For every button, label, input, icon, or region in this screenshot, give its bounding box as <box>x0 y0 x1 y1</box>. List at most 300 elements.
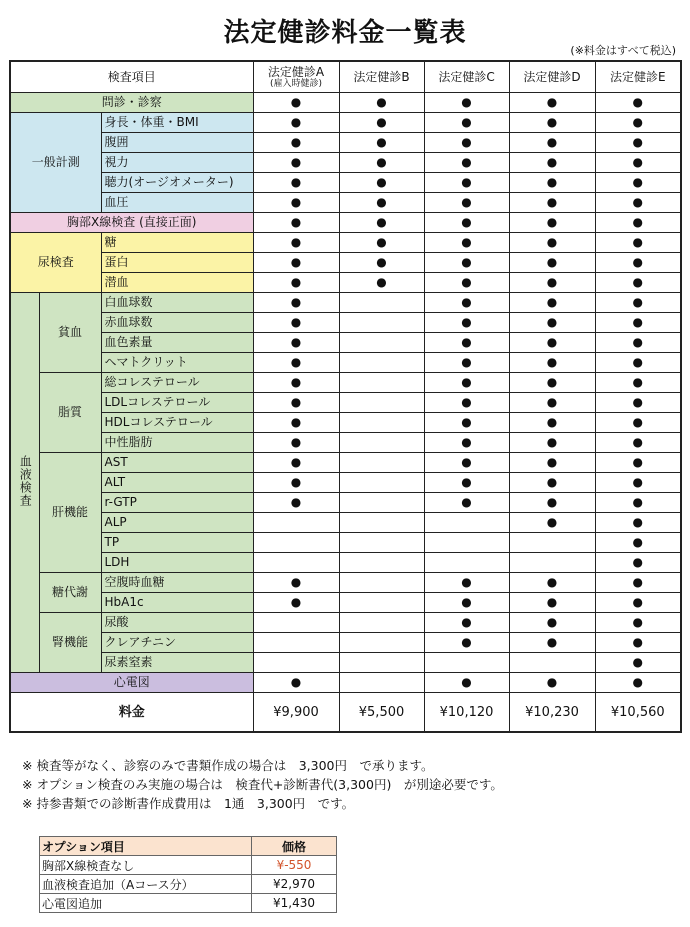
mark-cell <box>595 613 681 633</box>
item-label: r-GTP <box>101 493 253 513</box>
included-mark-icon: ● <box>461 135 472 149</box>
table-row <box>10 113 681 133</box>
included-mark-icon: ● <box>632 415 643 429</box>
item-label: ヘマトクリット <box>101 353 253 373</box>
mark-cell <box>424 373 509 393</box>
note-2: ※ オプション検査のみ実施の場合は 検査代+診断書代(3,300円) が別途必要です。 <box>22 777 503 792</box>
mark-cell <box>509 353 595 373</box>
included-mark-icon: ● <box>290 195 302 209</box>
mark-cell <box>424 93 509 113</box>
included-mark-icon: ● <box>461 355 472 369</box>
group-ecg: 心電図 <box>10 673 253 693</box>
mark-cell <box>253 673 339 693</box>
mark-cell <box>424 153 509 173</box>
header-course-d: 法定健診D <box>509 61 595 93</box>
mark-cell <box>253 513 339 533</box>
table-row <box>10 373 681 393</box>
option-price: ¥2,970 <box>252 875 337 894</box>
included-mark-icon: ● <box>461 575 472 589</box>
mark-cell <box>509 293 595 313</box>
included-mark-icon: ● <box>290 155 302 169</box>
included-mark-icon: ● <box>376 115 387 129</box>
included-mark-icon: ● <box>546 635 558 649</box>
table-row <box>10 473 681 493</box>
mark-cell <box>253 393 339 413</box>
mark-cell <box>424 553 509 573</box>
included-mark-icon: ● <box>461 175 472 189</box>
mark-cell <box>339 413 424 433</box>
mark-cell <box>339 333 424 353</box>
mark-cell <box>424 113 509 133</box>
mark-cell <box>424 473 509 493</box>
mark-cell <box>509 413 595 433</box>
mark-cell <box>339 93 424 113</box>
subgroup-jin: 腎機能 <box>39 613 101 673</box>
included-mark-icon: ● <box>290 255 302 269</box>
included-mark-icon: ● <box>376 195 387 209</box>
item-label: 尿酸 <box>101 613 253 633</box>
included-mark-icon: ● <box>546 215 558 229</box>
mark-cell <box>595 213 681 233</box>
mark-cell <box>253 533 339 553</box>
included-mark-icon: ● <box>290 415 302 429</box>
mark-cell <box>424 513 509 533</box>
mark-cell <box>253 153 339 173</box>
table-row <box>10 633 681 653</box>
included-mark-icon: ● <box>632 635 643 649</box>
mark-cell <box>595 393 681 413</box>
group-nyo: 尿検査 <box>10 233 101 293</box>
table-row <box>10 233 681 253</box>
included-mark-icon: ● <box>632 275 643 289</box>
mark-cell <box>509 433 595 453</box>
mark-cell <box>339 593 424 613</box>
included-mark-icon: ● <box>461 595 472 609</box>
included-mark-icon: ● <box>546 95 558 109</box>
included-mark-icon: ● <box>461 455 472 469</box>
included-mark-icon: ● <box>546 315 558 329</box>
mark-cell <box>339 493 424 513</box>
mark-cell <box>595 173 681 193</box>
mark-cell <box>253 93 339 113</box>
mark-cell <box>509 373 595 393</box>
mark-cell <box>595 353 681 373</box>
mark-cell <box>595 113 681 133</box>
course-a-sub: (雇入時健診) <box>270 78 323 89</box>
item-label: 総コレステロール <box>101 373 253 393</box>
mark-cell <box>339 353 424 373</box>
header-course-c: 法定健診C <box>424 61 509 93</box>
included-mark-icon: ● <box>546 375 558 389</box>
page-title: 法定健診料金一覧表 <box>223 18 467 48</box>
included-mark-icon: ● <box>632 355 643 369</box>
option-table <box>39 836 337 913</box>
included-mark-icon: ● <box>461 335 472 349</box>
included-mark-icon: ● <box>461 415 472 429</box>
item-label: LDLコレステロール <box>101 393 253 413</box>
mark-cell <box>509 573 595 593</box>
included-mark-icon: ● <box>546 335 558 349</box>
included-mark-icon: ● <box>461 255 472 269</box>
mark-cell <box>509 493 595 513</box>
table-row <box>10 393 681 413</box>
included-mark-icon: ● <box>632 455 643 469</box>
mark-cell <box>595 633 681 653</box>
included-mark-icon: ● <box>632 335 643 349</box>
included-mark-icon: ● <box>461 675 472 689</box>
table-row <box>10 173 681 193</box>
included-mark-icon: ● <box>290 95 302 109</box>
table-row <box>10 313 681 333</box>
included-mark-icon: ● <box>376 275 387 289</box>
mark-cell <box>424 213 509 233</box>
mark-cell <box>253 553 339 573</box>
mark-cell <box>253 133 339 153</box>
included-mark-icon: ● <box>376 175 387 189</box>
mark-cell <box>339 233 424 253</box>
included-mark-icon: ● <box>290 495 302 509</box>
option-item: 胸部X線検査なし <box>40 856 252 875</box>
table-row <box>10 513 681 533</box>
subgroup-tou: 糖代謝 <box>39 573 101 613</box>
included-mark-icon: ● <box>290 275 302 289</box>
included-mark-icon: ● <box>461 635 472 649</box>
header-course-e: 法定健診E <box>595 61 681 93</box>
included-mark-icon: ● <box>546 395 558 409</box>
price-row <box>10 693 681 733</box>
item-label: 中性脂肪 <box>101 433 253 453</box>
mark-cell <box>339 113 424 133</box>
item-label: HDLコレステロール <box>101 413 253 433</box>
item-label: 血色素量 <box>101 333 253 353</box>
subgroup-kan: 肝機能 <box>39 453 101 573</box>
included-mark-icon: ● <box>290 115 302 129</box>
included-mark-icon: ● <box>376 155 387 169</box>
item-label: AST <box>101 453 253 473</box>
mark-cell <box>509 633 595 653</box>
mark-cell <box>424 193 509 213</box>
mark-cell <box>339 133 424 153</box>
included-mark-icon: ● <box>376 215 387 229</box>
included-mark-icon: ● <box>632 515 643 529</box>
option-price: ¥-550 <box>252 856 337 875</box>
option-header-price: 価格 <box>252 837 337 856</box>
mark-cell <box>424 133 509 153</box>
mark-cell <box>509 133 595 153</box>
table-row <box>10 613 681 633</box>
course-a-name: 法定健診A <box>267 64 325 79</box>
mark-cell <box>339 373 424 393</box>
table-row <box>10 493 681 513</box>
header-item: 検査項目 <box>10 61 253 93</box>
mark-cell <box>595 653 681 673</box>
mark-cell <box>253 413 339 433</box>
included-mark-icon: ● <box>546 115 558 129</box>
included-mark-icon: ● <box>376 135 387 149</box>
mark-cell <box>424 313 509 333</box>
included-mark-icon: ● <box>632 575 643 589</box>
table-row <box>10 293 681 313</box>
included-mark-icon: ● <box>290 175 302 189</box>
included-mark-icon: ● <box>461 435 472 449</box>
included-mark-icon: ● <box>546 355 558 369</box>
included-mark-icon: ● <box>290 215 302 229</box>
mark-cell <box>509 233 595 253</box>
mark-cell <box>424 173 509 193</box>
included-mark-icon: ● <box>461 495 472 509</box>
table-row <box>10 533 681 553</box>
included-mark-icon: ● <box>632 195 643 209</box>
item-label: 腹囲 <box>101 133 253 153</box>
mark-cell <box>424 573 509 593</box>
included-mark-icon: ● <box>546 435 558 449</box>
mark-cell <box>595 513 681 533</box>
item-label: 身長・体重・BMI <box>101 113 253 133</box>
mark-cell <box>595 313 681 333</box>
included-mark-icon: ● <box>546 515 558 529</box>
included-mark-icon: ● <box>461 615 472 629</box>
item-label: LDH <box>101 553 253 573</box>
mark-cell <box>509 393 595 413</box>
mark-cell <box>595 493 681 513</box>
included-mark-icon: ● <box>461 95 472 109</box>
mark-cell <box>595 433 681 453</box>
mark-cell <box>253 253 339 273</box>
mark-cell <box>595 133 681 153</box>
mark-cell <box>253 433 339 453</box>
mark-cell <box>253 373 339 393</box>
included-mark-icon: ● <box>290 675 302 689</box>
fee-table <box>9 60 682 733</box>
included-mark-icon: ● <box>546 295 558 309</box>
included-mark-icon: ● <box>632 375 643 389</box>
included-mark-icon: ● <box>632 135 643 149</box>
mark-cell <box>339 193 424 213</box>
mark-cell <box>509 173 595 193</box>
table-row <box>10 193 681 213</box>
item-label: クレアチニン <box>101 633 253 653</box>
included-mark-icon: ● <box>546 615 558 629</box>
mark-cell <box>339 573 424 593</box>
included-mark-icon: ● <box>461 475 472 489</box>
mark-cell <box>339 653 424 673</box>
mark-cell <box>595 253 681 273</box>
mark-cell <box>339 533 424 553</box>
included-mark-icon: ● <box>632 315 643 329</box>
mark-cell <box>509 653 595 673</box>
included-mark-icon: ● <box>546 275 558 289</box>
mark-cell <box>509 113 595 133</box>
mark-cell <box>253 453 339 473</box>
mark-cell <box>339 393 424 413</box>
included-mark-icon: ● <box>290 335 302 349</box>
included-mark-icon: ● <box>632 175 643 189</box>
mark-cell <box>509 153 595 173</box>
mark-cell <box>339 213 424 233</box>
table-row <box>10 353 681 373</box>
included-mark-icon: ● <box>290 575 302 589</box>
table-row <box>10 673 681 693</box>
price-label: 料金 <box>10 693 253 733</box>
option-item: 血液検査追加（Aコース分） <box>40 875 252 894</box>
mark-cell <box>595 273 681 293</box>
mark-cell <box>253 213 339 233</box>
mark-cell <box>253 493 339 513</box>
table-row <box>10 453 681 473</box>
group-monshin: 問診・診察 <box>10 93 253 113</box>
included-mark-icon: ● <box>632 95 643 109</box>
mark-cell <box>339 613 424 633</box>
included-mark-icon: ● <box>290 355 302 369</box>
included-mark-icon: ● <box>376 95 387 109</box>
included-mark-icon: ● <box>290 595 302 609</box>
included-mark-icon: ● <box>632 255 643 269</box>
table-header-row <box>10 61 681 93</box>
price-d: ¥10,230 <box>509 693 595 733</box>
mark-cell <box>509 473 595 493</box>
mark-cell <box>595 233 681 253</box>
mark-cell <box>509 193 595 213</box>
included-mark-icon: ● <box>290 435 302 449</box>
mark-cell <box>253 313 339 333</box>
mark-cell <box>253 653 339 673</box>
item-label: 白血球数 <box>101 293 253 313</box>
mark-cell <box>595 193 681 213</box>
included-mark-icon: ● <box>461 375 472 389</box>
item-label: 蛋白 <box>101 253 253 273</box>
group-ippan: 一般計測 <box>10 113 101 213</box>
mark-cell <box>253 193 339 213</box>
included-mark-icon: ● <box>290 455 302 469</box>
mark-cell <box>253 273 339 293</box>
price-b: ¥5,500 <box>339 693 424 733</box>
item-label: 血圧 <box>101 193 253 213</box>
mark-cell <box>339 273 424 293</box>
mark-cell <box>595 673 681 693</box>
mark-cell <box>253 613 339 633</box>
mark-cell <box>595 153 681 173</box>
included-mark-icon: ● <box>290 475 302 489</box>
included-mark-icon: ● <box>290 135 302 149</box>
mark-cell <box>595 553 681 573</box>
item-label: TP <box>101 533 253 553</box>
included-mark-icon: ● <box>632 615 643 629</box>
mark-cell <box>595 473 681 493</box>
mark-cell <box>253 633 339 653</box>
table-row <box>10 413 681 433</box>
included-mark-icon: ● <box>461 315 472 329</box>
included-mark-icon: ● <box>546 675 558 689</box>
item-label: HbA1c <box>101 593 253 613</box>
mark-cell <box>339 553 424 573</box>
mark-cell <box>595 573 681 593</box>
included-mark-icon: ● <box>546 175 558 189</box>
table-row <box>10 573 681 593</box>
table-row <box>10 213 681 233</box>
mark-cell <box>424 533 509 553</box>
mark-cell <box>595 93 681 113</box>
included-mark-icon: ● <box>632 535 643 549</box>
included-mark-icon: ● <box>290 395 302 409</box>
mark-cell <box>509 553 595 573</box>
mark-cell <box>595 373 681 393</box>
item-label: 潜血 <box>101 273 253 293</box>
mark-cell <box>339 513 424 533</box>
option-header-row <box>40 837 337 856</box>
mark-cell <box>509 613 595 633</box>
mark-cell <box>339 433 424 453</box>
tax-note: (※料金はすべて税込) <box>570 44 676 57</box>
mark-cell <box>509 273 595 293</box>
included-mark-icon: ● <box>632 115 643 129</box>
mark-cell <box>339 633 424 653</box>
included-mark-icon: ● <box>290 375 302 389</box>
included-mark-icon: ● <box>632 215 643 229</box>
table-row <box>10 93 681 113</box>
mark-cell <box>424 493 509 513</box>
mark-cell <box>253 113 339 133</box>
note-3: ※ 持参書類での診断書作成費用は 1通 3,300円 です。 <box>22 796 355 811</box>
mark-cell <box>253 353 339 373</box>
price-a: ¥9,900 <box>253 693 339 733</box>
included-mark-icon: ● <box>546 455 558 469</box>
mark-cell <box>424 353 509 373</box>
header-course-b: 法定健診B <box>339 61 424 93</box>
mark-cell <box>595 453 681 473</box>
mark-cell <box>509 213 595 233</box>
table-row <box>10 153 681 173</box>
included-mark-icon: ● <box>546 475 558 489</box>
included-mark-icon: ● <box>461 155 472 169</box>
mark-cell <box>253 333 339 353</box>
price-e: ¥10,560 <box>595 693 681 733</box>
mark-cell <box>339 453 424 473</box>
mark-cell <box>595 293 681 313</box>
item-label: 視力 <box>101 153 253 173</box>
included-mark-icon: ● <box>376 235 387 249</box>
included-mark-icon: ● <box>546 415 558 429</box>
included-mark-icon: ● <box>632 435 643 449</box>
mark-cell <box>509 313 595 333</box>
included-mark-icon: ● <box>290 235 302 249</box>
included-mark-icon: ● <box>546 135 558 149</box>
included-mark-icon: ● <box>461 395 472 409</box>
table-row <box>10 133 681 153</box>
mark-cell <box>339 313 424 333</box>
mark-cell <box>339 153 424 173</box>
table-row <box>10 653 681 673</box>
included-mark-icon: ● <box>546 495 558 509</box>
table-row <box>10 593 681 613</box>
included-mark-icon: ● <box>632 235 643 249</box>
mark-cell <box>339 473 424 493</box>
table-row <box>10 253 681 273</box>
mark-cell <box>595 533 681 553</box>
price-c: ¥10,120 <box>424 693 509 733</box>
mark-cell <box>253 593 339 613</box>
group-blood-label: 血液検査 <box>18 455 33 507</box>
mark-cell <box>509 513 595 533</box>
included-mark-icon: ● <box>546 595 558 609</box>
item-label: 糖 <box>101 233 253 253</box>
table-row <box>10 553 681 573</box>
mark-cell <box>424 393 509 413</box>
mark-cell <box>424 233 509 253</box>
mark-cell <box>509 533 595 553</box>
mark-cell <box>424 433 509 453</box>
included-mark-icon: ● <box>632 675 643 689</box>
mark-cell <box>424 613 509 633</box>
